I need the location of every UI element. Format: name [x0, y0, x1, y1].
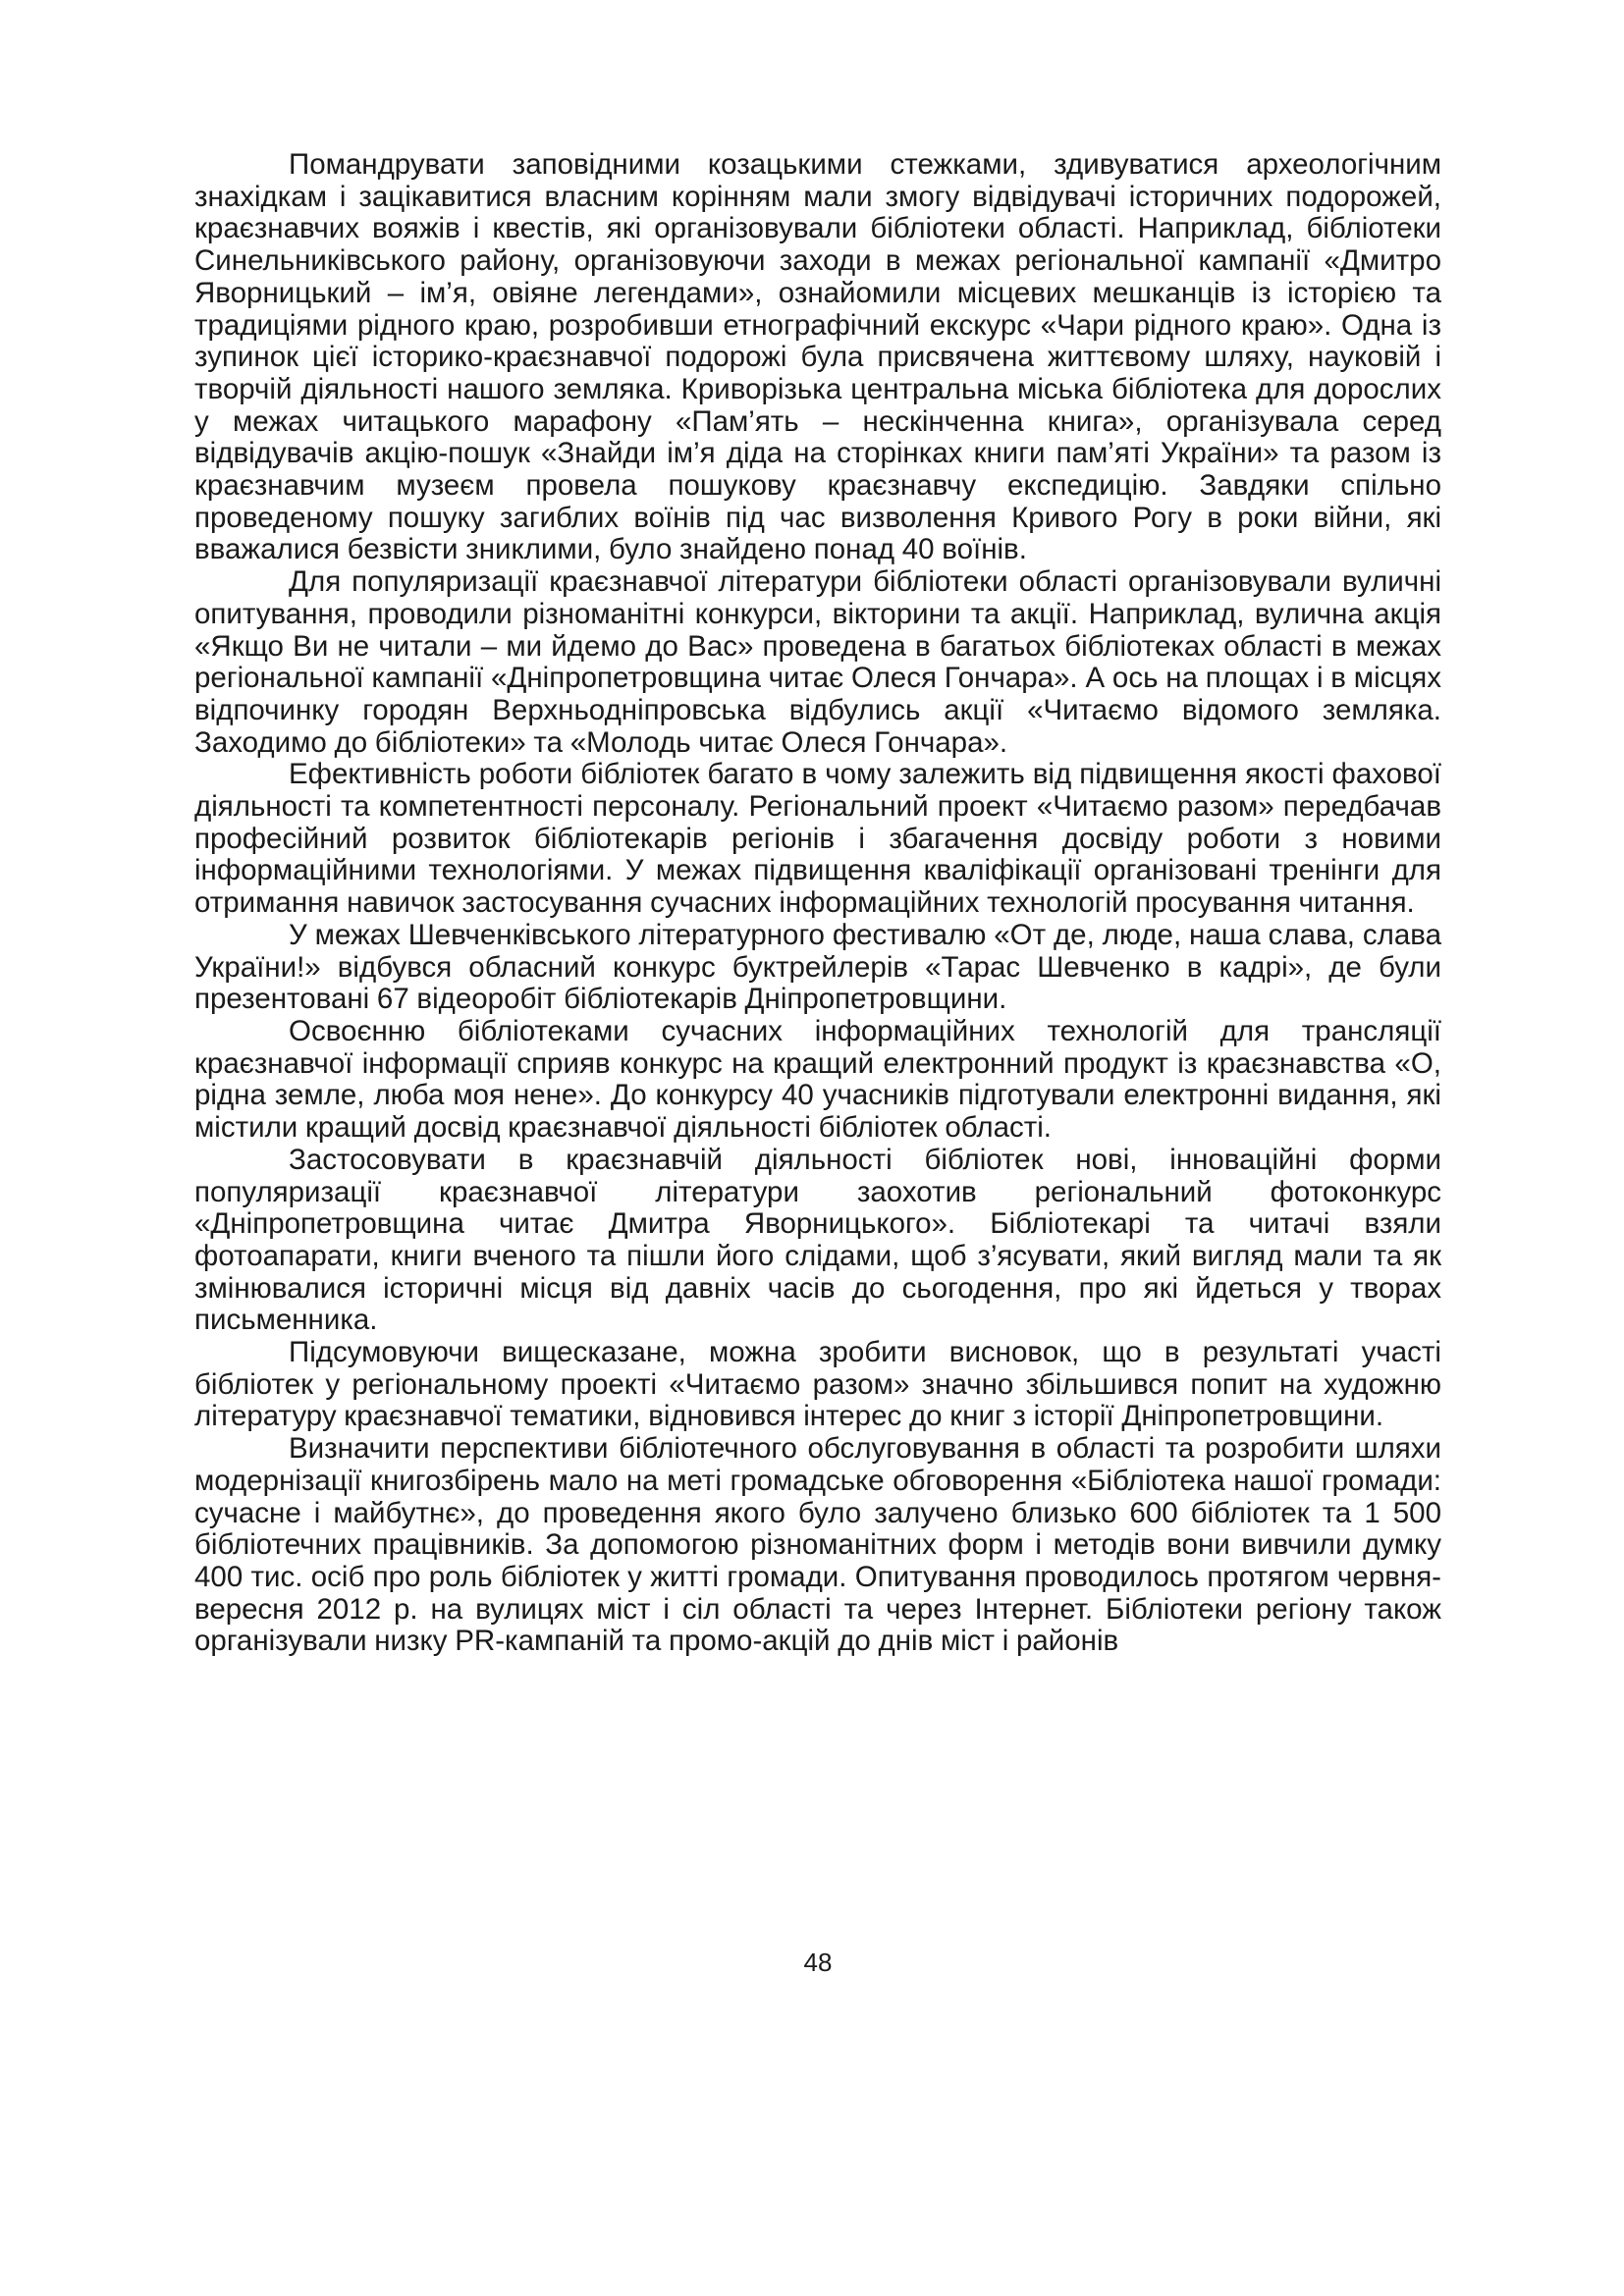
paragraph-2: Для популяризації краєзнавчої літератури бібліотеки області організовували вуличні опитування, проводили різноманітні конкурси, вікторини та акції. Наприклад, вулична акція «Якщо Ви не читали – ми йдемо до Вас» проведена в багатьох бібліотеках області в межах регіональної кампанії «Дніпропетровщина читає Олеся Гончара». А ось на площах і в місцях відпочинку городян Верхньодніпровська відбулись акції «Читаємо відомого земляка. Заходимо до бібліотеки» та «Молодь читає Олеся Гончара».: [194, 565, 1441, 759]
page-body: [194, 148, 1441, 1977]
page-number: 48: [803, 1948, 833, 1977]
paragraph-8: Визначити перспективи бібліотечного обслуговування в області та розробити шляхи модернізації книгозбірень мало на меті громадське обговорення «Бібліотека нашої громади: сучасне і майбутнє», до проведення якого було залучено близько 600 бібліотек та 1 500 бібліотечних працівників. За допомогою різноманітних форм і методів вони вивчили думку 400 тис. осіб про роль бібліотек у житті громади. Опитування проводилось протягом червня-вересня 2012 р. на вулицях міст і сіл області та через Інтернет. Бібліотеки регіону також організували низку PR-кампаній та промо-акцій до днів міст і районів: [194, 1432, 1441, 1658]
paragraph-3: Ефективність роботи бібліотек багато в чому залежить від підвищення якості фахової діяльності та компетентності персоналу. Регіональний проект «Читаємо разом» передбачав професійний розвиток бібліотекарів регіонів і збагачення досвіду роботи з новими інформаційними технологіями. У межах підвищення кваліфікації організовані тренінги для отримання навичок застосування сучасних інформаційних технологій просування читання.: [194, 758, 1441, 920]
paragraph-4: У межах Шевченківського літературного фестивалю «От де, люде, наша слава, слава України!» відбувся обласний конкурс буктрейлерів «Тарас Шевченко в кадрі», де були презентовані 67 відеоробіт бібліотекарів Дніпропетровщини.: [194, 918, 1441, 1016]
paragraph-1: Помандрувати заповідними козацькими стежками, здивуватися археологічним знахідкам і зацікавитися власним корінням мали змогу відвідувачі історичних подорожей, краєзнавчих вояжів і квестів, які організовували бібліотеки області. Наприклад, бібліотеки Синельниківського району, організовуючи заходи в межах регіональної кампанії «Дмитро Яворницький – ім’я, овіяне легендами», ознайомили місцевих мешканців із історією та традиціями рідного краю, розробивши етнографічний екскурс «Чари рідного краю». Одна із зупинок цієї історико-краєзнавчої подорожі була присвячена життєвому шляху, науковій і творчій діяльності нашого земляка. Криворізька центральна міська бібліотека для дорослих у межах читацького марафону «Пам’ять – нескінченна книга», організувала серед відвідувачів акцію-пошук «Знайди ім’я діда на сторінках книги пам’яті України» та разом із краєзнавчим музеєм провела пошукову краєзнавчу експедицію. Завдяки спільно проведеному пошуку загиблих воїнів під час визволення Кривого Рогу в роки війни, які вважалися безвісти зниклими, було знайдено понад 40 воїнів.: [194, 148, 1441, 566]
paragraph-6: Застосовувати в краєзнавчій діяльності бібліотек нові, інноваційні форми популяризації краєзнавчої літератури заохотив регіональний фотоконкурс «Дніпропетровщина читає Дмитра Яворницького». Бібліотекарі та читачі взяли фотоапарати, книги вченого та пішли його слідами, щоб з’ясувати, який вигляд мали та як змінювалися історичні місця від давніх часів до сьогодення, про які йдеться у творах письменника.: [194, 1143, 1441, 1337]
paragraph-7: Підсумовуючи вищесказане, можна зробити висновок, що в результаті участі бібліотек у регіональному проекті «Читаємо разом» значно збільшився попит на художню літературу краєзнавчої тематики, відновився інтерес до книг з історії Дніпропетровщини.: [194, 1336, 1441, 1433]
paragraph-5: Освоєнню бібліотеками сучасних інформаційних технологій для трансляції краєзнавчої інформації сприяв конкурс на кращий електронний продукт із краєзнавства «О, рідна земле, люба моя нене». До конкурсу 40 учасників підготували електронні видання, які містили кращий досвід краєзнавчої діяльності бібліотек області.: [194, 1014, 1441, 1145]
